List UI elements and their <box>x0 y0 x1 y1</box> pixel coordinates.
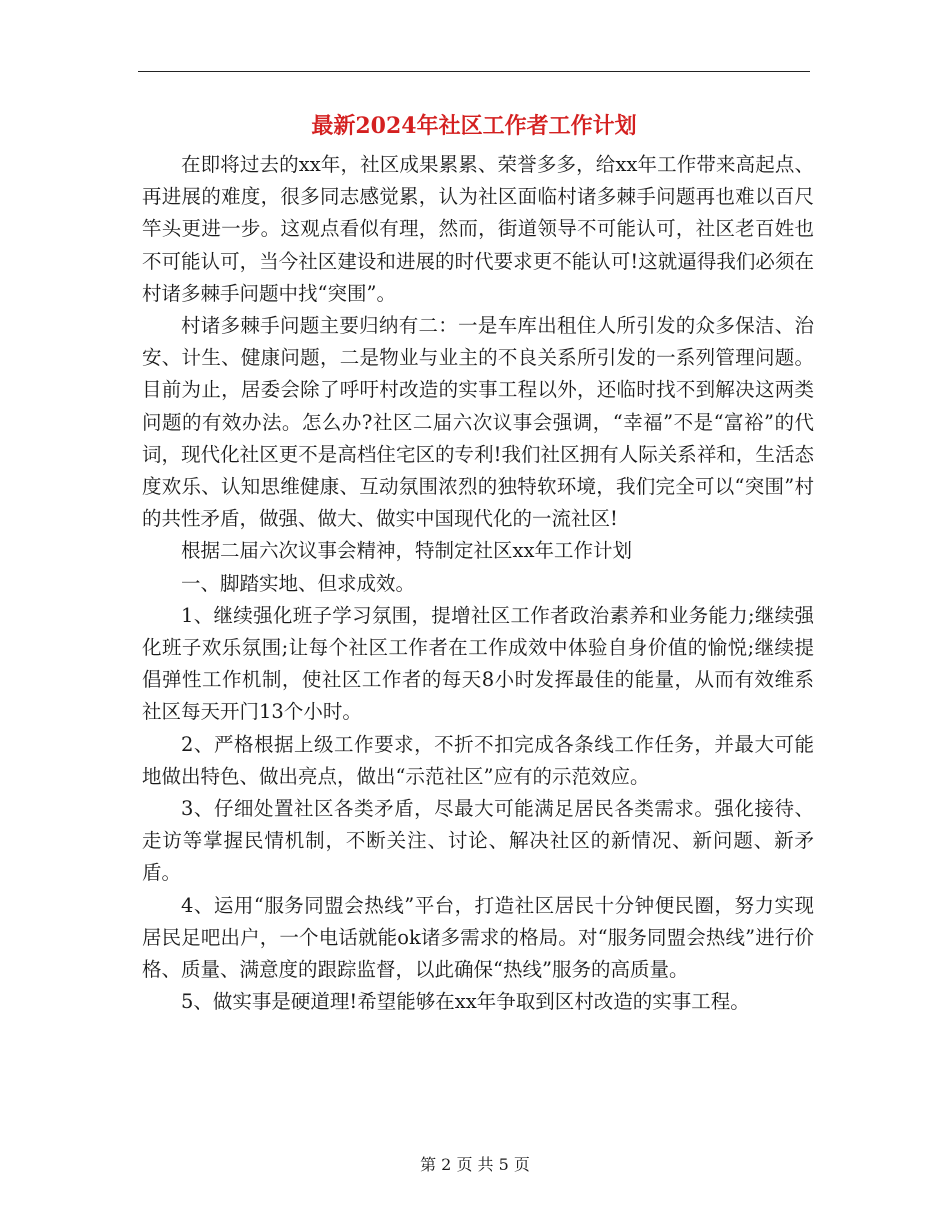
list-item: 1、继续强化班子学习氛围，提增社区工作者政治素养和业务能力;继续强化班子欢乐氛围;让每个社区工作者在工作成效中体验自身价值的愉悦;继续提倡弹性工作机制，使社区工作者的每天8小时发挥最佳的能量，从而有效维系社区每天开门13个小时。 <box>142 603 814 724</box>
paragraph: 村诸多棘手问题主要归纳有二：一是车库出租住人所引发的众多保洁、治安、计生、健康问题，二是物业与业主的不良关系所引发的一系列管理问题。目前为止，居委会除了呼吁村改造的实事工程以外，还临时找不到解决这两类问题的有效办法。怎么办?社区二届六次议事会强调，“幸福”不是“富裕”的代词，现代化社区更不是高档住宅区的专利!我们社区拥有人际关系祥和，生活态度欢乐、认知思维健康、互动氛围浓烈的独特软环境，我们完全可以“突围”村的共性矛盾，做强、做大、做实中国现代化的一流社区! <box>142 314 814 531</box>
header-rule <box>138 71 810 72</box>
document-body <box>142 149 814 1018</box>
document-title: 最新2024年社区工作者工作计划 <box>311 113 637 139</box>
list-item: 2、严格根据上级工作要求，不折不扣完成各条线工作任务，并最大可能地做出特色、做出亮点，做出“示范社区”应有的示范效应。 <box>142 732 814 788</box>
list-item: 4、运用“服务同盟会热线”平台，打造社区居民十分钟便民圈，努力实现居民足吧出户，一个电话就能ok诸多需求的格局。对“服务同盟会热线”进行价格、质量、满意度的跟踪监督，以此确保“热线”服务的高质量。 <box>142 893 814 982</box>
list-item: 3、仔细处置社区各类矛盾，尽最大可能满足居民各类需求。强化接待、走访等掌握民情机制，不断关注、讨论、解决社区的新情况、新问题、新矛盾。 <box>142 797 814 885</box>
paragraph: 根据二届六次议事会精神，特制定社区xx年工作计划 <box>181 539 632 563</box>
paragraph: 在即将过去的xx年，社区成果累累、荣誉多多，给xx年工作带来高起点、再进展的难度，很多同志感觉累，认为社区面临村诸多棘手问题再也难以百尺竿头更进一步。这观点看似有理，然而，街道领导不可能认可，社区老百姓也不可能认可，当今社区建设和进展的时代要求更不能认可!这就逼得我们必须在村诸多棘手问题中找“突围”。 <box>142 153 814 305</box>
page-footer: 第 2 页 共 5 页 <box>420 1155 530 1174</box>
section-heading: 一、脚踏实地、但求成效。 <box>181 571 416 595</box>
list-item: 5、做实事是硬道理!希望能够在xx年争取到区村改造的实事工程。 <box>181 990 750 1014</box>
